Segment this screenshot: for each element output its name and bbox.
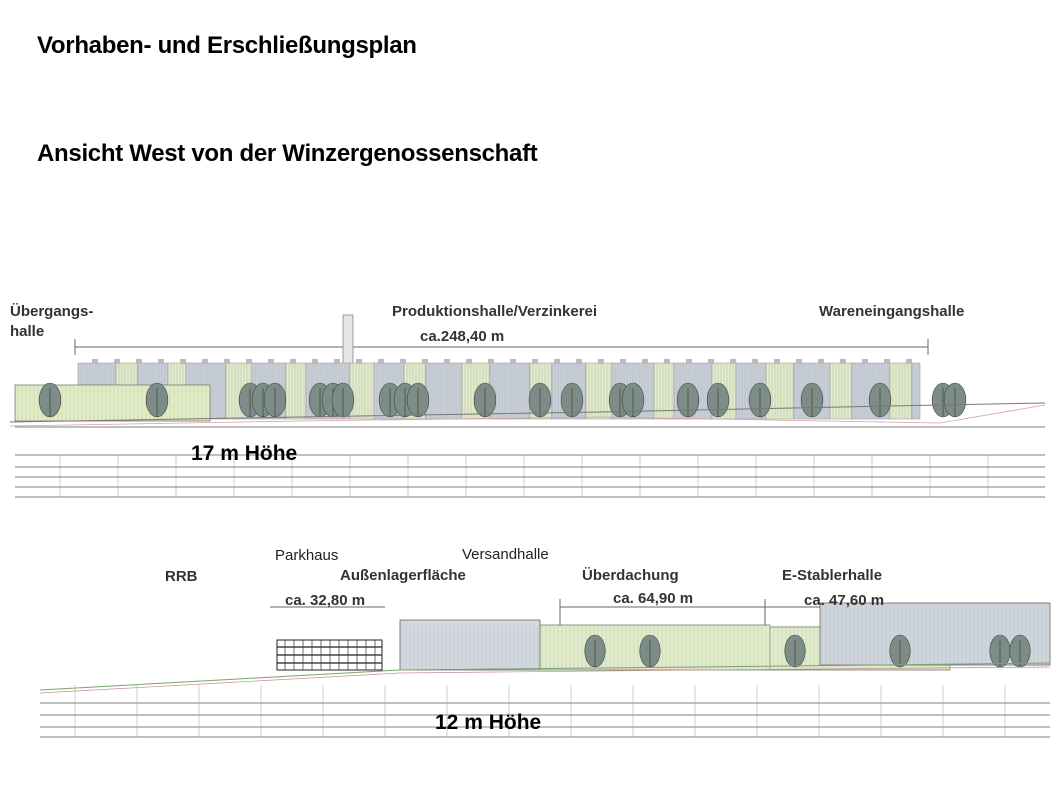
parkhaus-structure — [277, 640, 382, 670]
label-produktionshalle-length: ca.248,40 m — [420, 328, 505, 345]
slide-title: Vorhaben- und Erschließungsplan — [37, 32, 417, 59]
label-e-stablerhalle-length: ca. 47,60 m — [804, 592, 885, 609]
label-aussenlagerflaeche: Außenlagerfläche — [340, 567, 466, 584]
label-uebergangshalle-1: Übergangs- — [10, 303, 94, 320]
elevation-drawing-west-upper — [0, 295, 1063, 505]
slide-subtitle: Ansicht West von der Winzergenossenschaft — [37, 140, 538, 167]
label-wareneingangshalle: Wareneingangshalle — [819, 303, 965, 320]
label-versandhalle: Versandhalle — [462, 546, 549, 563]
height-label-upper: 17 m Höhe — [191, 442, 298, 465]
height-label-lower: 12 m Höhe — [435, 711, 542, 734]
label-e-stablerhalle: E-Stablerhalle — [782, 567, 883, 584]
label-produktionshalle: Produktionshalle/Verzinkerei — [392, 303, 598, 320]
label-ueberdachung: Überdachung — [582, 567, 679, 584]
label-ueberdachung-length: ca. 64,90 m — [613, 590, 694, 607]
label-parkhaus: Parkhaus — [275, 547, 339, 564]
label-uebergangshalle-2: halle — [10, 323, 45, 340]
section-table-lower — [40, 685, 1050, 737]
label-rrb: RRB — [165, 568, 198, 585]
section-table-upper — [15, 427, 1045, 497]
label-parkhaus-length: ca. 32,80 m — [285, 592, 366, 609]
